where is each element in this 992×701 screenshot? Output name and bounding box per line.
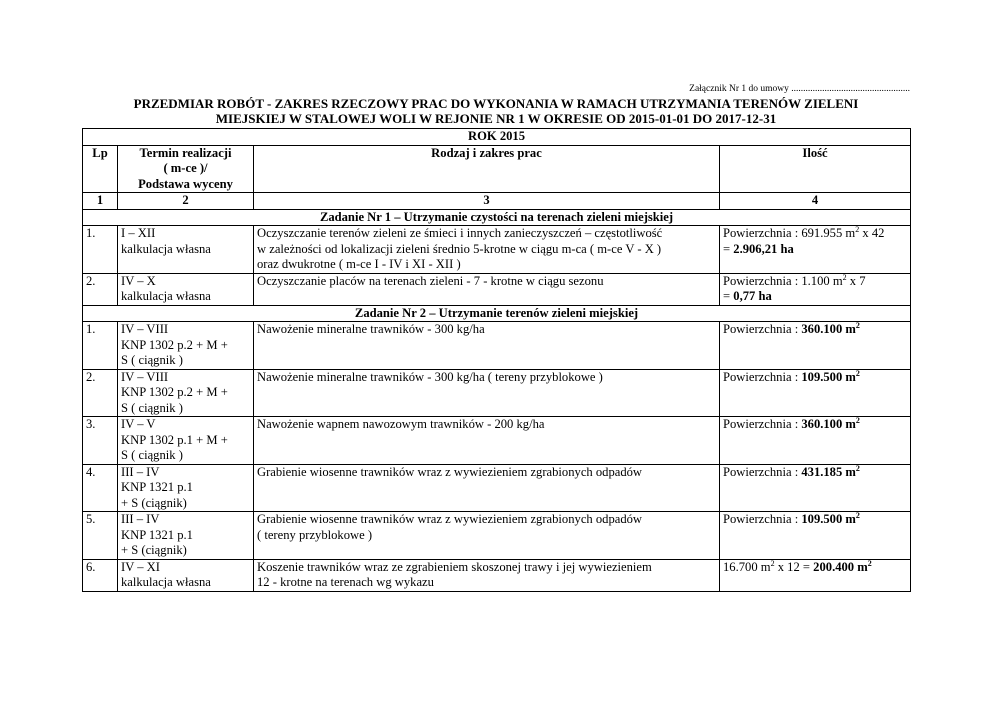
term-line: IV – VIII (121, 322, 169, 336)
annex-note: Załącznik Nr 1 do umowy .................................................. (689, 84, 910, 94)
table-row (83, 512, 911, 560)
row-scope (254, 322, 720, 370)
row-quantity (720, 464, 911, 512)
quantity-line (723, 242, 907, 258)
term-line: III – IV (121, 464, 160, 479)
term-line: IV – V (121, 417, 156, 431)
row-scope (254, 226, 720, 274)
row-term (118, 464, 254, 512)
row-number: 3. (83, 417, 118, 465)
quantity-line (723, 512, 907, 528)
table-row (83, 322, 911, 370)
row-term (118, 369, 254, 417)
term-line: kalkulacja własna (121, 289, 211, 303)
row-scope (254, 559, 720, 591)
scope-line: Nawożenie mineralne trawników - 300 kg/ha ( tereny przyblokowe ) (257, 369, 603, 384)
header-term (118, 145, 254, 193)
column-number: 1 (83, 193, 118, 210)
quantity-value: 109.500 $m^2$ (801, 368, 860, 384)
table-row (83, 559, 911, 591)
quantity-text: x 42 (859, 226, 885, 240)
row-number: 2. (83, 369, 118, 417)
row-quantity (720, 417, 911, 465)
scope-line: Nawożenie wapnem nawozowym trawników - 200 kg/ha (257, 417, 545, 431)
document-title (82, 96, 910, 126)
row-term (118, 559, 254, 591)
quantity-text: Powierzchnia : (723, 322, 802, 336)
row-term (118, 512, 254, 560)
term-line: KNP 1321 p.1 (121, 527, 193, 542)
table-row (83, 226, 911, 274)
table-row (83, 464, 911, 512)
quantity-text: x 12 = (774, 559, 814, 574)
title-line-2: MIEJSKIEJ W STALOWEJ WOLI W REJONIE NR 1 W OKRESIE OD 2015-01-01 DO 2017-12-31 (215, 111, 777, 126)
superscript: 2 (770, 558, 775, 568)
header-lp: Lp (83, 145, 118, 193)
row-quantity (720, 559, 911, 591)
quantity-line (723, 289, 907, 305)
quantity-line (723, 226, 907, 242)
row-number: 6. (83, 559, 118, 591)
scope-line: 12 - krotne na terenach wg wykazu (257, 575, 434, 589)
quantity-text: 16.700 m (723, 559, 771, 574)
header-term-line: Podstawa wyceny (138, 176, 233, 191)
quantity-line (723, 274, 907, 290)
task-title: Zadanie Nr 2 – Utrzymanie terenów zieleni miejskiej (83, 305, 911, 322)
quantity-line (723, 560, 907, 576)
term-line: IV – X (121, 273, 156, 288)
term-line: KNP 1302 p.1 + M + (121, 432, 228, 447)
term-line: KNP 1302 p.2 + M + (121, 337, 228, 352)
term-line: S ( ciągnik ) (121, 448, 183, 462)
row-quantity (720, 273, 911, 305)
quantity-text: = (723, 289, 734, 303)
scope-line: Grabienie wiosenne trawników wraz z wywiezieniem zgrabionych odpadów (257, 512, 643, 526)
quantity-value: 200.400 $m^2$ (813, 558, 872, 574)
superscript: 2 (867, 558, 872, 568)
term-line: + S (ciągnik) (121, 543, 187, 557)
work-schedule-table (82, 128, 911, 592)
term-line: S ( ciągnik ) (121, 400, 183, 415)
quantity-value: 431.185 $m^2$ (801, 463, 860, 479)
quantity-text: x 7 (846, 273, 866, 288)
row-scope (254, 512, 720, 560)
quantity-value: 109.500 $m^2$ (801, 510, 860, 526)
row-term (118, 322, 254, 370)
task-row (83, 305, 911, 322)
quantity-text: Powierzchnia : 1.100 m (723, 273, 843, 288)
row-scope (254, 417, 720, 465)
row-number: 4. (83, 464, 118, 512)
column-number: 4 (720, 193, 911, 210)
term-line: I – XII (121, 226, 156, 240)
term-line: KNP 1302 p.2 + M + (121, 385, 228, 399)
row-scope (254, 464, 720, 512)
quantity-line (723, 370, 907, 386)
title-line-1: PRZEDMIAR ROBÓT - ZAKRES RZECZOWY PRAC DO WYKONANIA W RAMACH UTRZYMANIA TERENÓW ZIELENI (133, 96, 859, 111)
quantity-value: 2.906,21 ha (733, 241, 794, 256)
scope-line: Oczyszczanie terenów zieleni ze śmieci i innych zanieczyszczeń – częstotliwość (257, 226, 663, 240)
superscript: 2 (855, 320, 860, 330)
quantity-line (723, 465, 907, 481)
quantity-text: Powierzchnia : (723, 464, 802, 479)
row-quantity (720, 369, 911, 417)
superscript: 2 (855, 368, 860, 378)
row-scope (254, 273, 720, 305)
superscript: 2 (855, 415, 860, 425)
term-line: S ( ciągnik ) (121, 353, 183, 367)
term-line: kalkulacja własna (121, 575, 211, 589)
scope-line: oraz dwukrotne ( m-ce I - IV i XI - XII ) (257, 257, 461, 271)
row-term (118, 417, 254, 465)
row-number: 1. (83, 226, 118, 274)
column-number: 3 (254, 193, 720, 210)
scope-line: Nawożenie mineralne trawników - 300 kg/ha (257, 322, 485, 336)
superscript: 2 (842, 272, 847, 282)
task-title: Zadanie Nr 1 – Utrzymanie czystości na terenach zieleni miejskiej (83, 209, 911, 226)
header-scope: Rodzaj i zakres prac (254, 145, 720, 193)
header-quantity: Ilość (720, 145, 911, 193)
table-row (83, 273, 911, 305)
superscript: 2 (855, 510, 860, 520)
row-scope (254, 369, 720, 417)
table-row (83, 369, 911, 417)
row-number: 2. (83, 273, 118, 305)
column-number: 2 (118, 193, 254, 210)
term-line: + S (ciągnik) (121, 495, 187, 510)
row-quantity (720, 322, 911, 370)
row-term (118, 226, 254, 274)
header-term-line: Termin realizacji (139, 145, 232, 160)
quantity-value: 360.100 $m^2$ (801, 320, 860, 336)
quantity-text: Powierzchnia : (723, 369, 802, 384)
scope-line: Oczyszczanie placów na terenach zieleni - 7 - krotne w ciągu sezonu (257, 273, 604, 288)
quantity-line (723, 322, 907, 338)
quantity-text: Powierzchnia : 691.955 m (723, 226, 856, 240)
header-term-line: ( m-ce )/ (163, 161, 208, 175)
term-line: IV – XI (121, 559, 160, 574)
scope-line: w zależności od lokalizacji zieleni średnio 5-krotne w ciągu m-ca ( m-ce V - X ) (257, 241, 662, 256)
term-line: IV – VIII (121, 369, 169, 384)
year-header: ROK 2015 (83, 129, 911, 146)
term-line: kalkulacja własna (121, 241, 211, 256)
quantity-text: = (723, 241, 734, 256)
quantity-line (723, 417, 907, 433)
term-line: KNP 1321 p.1 (121, 480, 193, 494)
quantity-text: Powierzchnia : (723, 512, 802, 526)
table-body (83, 209, 911, 591)
scope-line: Grabienie wiosenne trawników wraz z wywiezieniem zgrabionych odpadów (257, 464, 643, 479)
quantity-text: Powierzchnia : (723, 417, 802, 431)
superscript: 2 (855, 224, 860, 234)
term-line: III – IV (121, 512, 160, 526)
row-term (118, 273, 254, 305)
table-row (83, 417, 911, 465)
quantity-value: 360.100 $m^2$ (801, 415, 860, 431)
row-number: 5. (83, 512, 118, 560)
row-quantity (720, 512, 911, 560)
row-quantity (720, 226, 911, 274)
scope-line: Koszenie trawników wraz ze zgrabieniem skoszonej trawy i jej wywiezieniem (257, 559, 652, 574)
quantity-value: 0,77 ha (733, 289, 772, 303)
superscript: 2 (855, 463, 860, 473)
row-number: 1. (83, 322, 118, 370)
scope-line: ( tereny przyblokowe ) (257, 527, 373, 542)
task-row (83, 209, 911, 226)
